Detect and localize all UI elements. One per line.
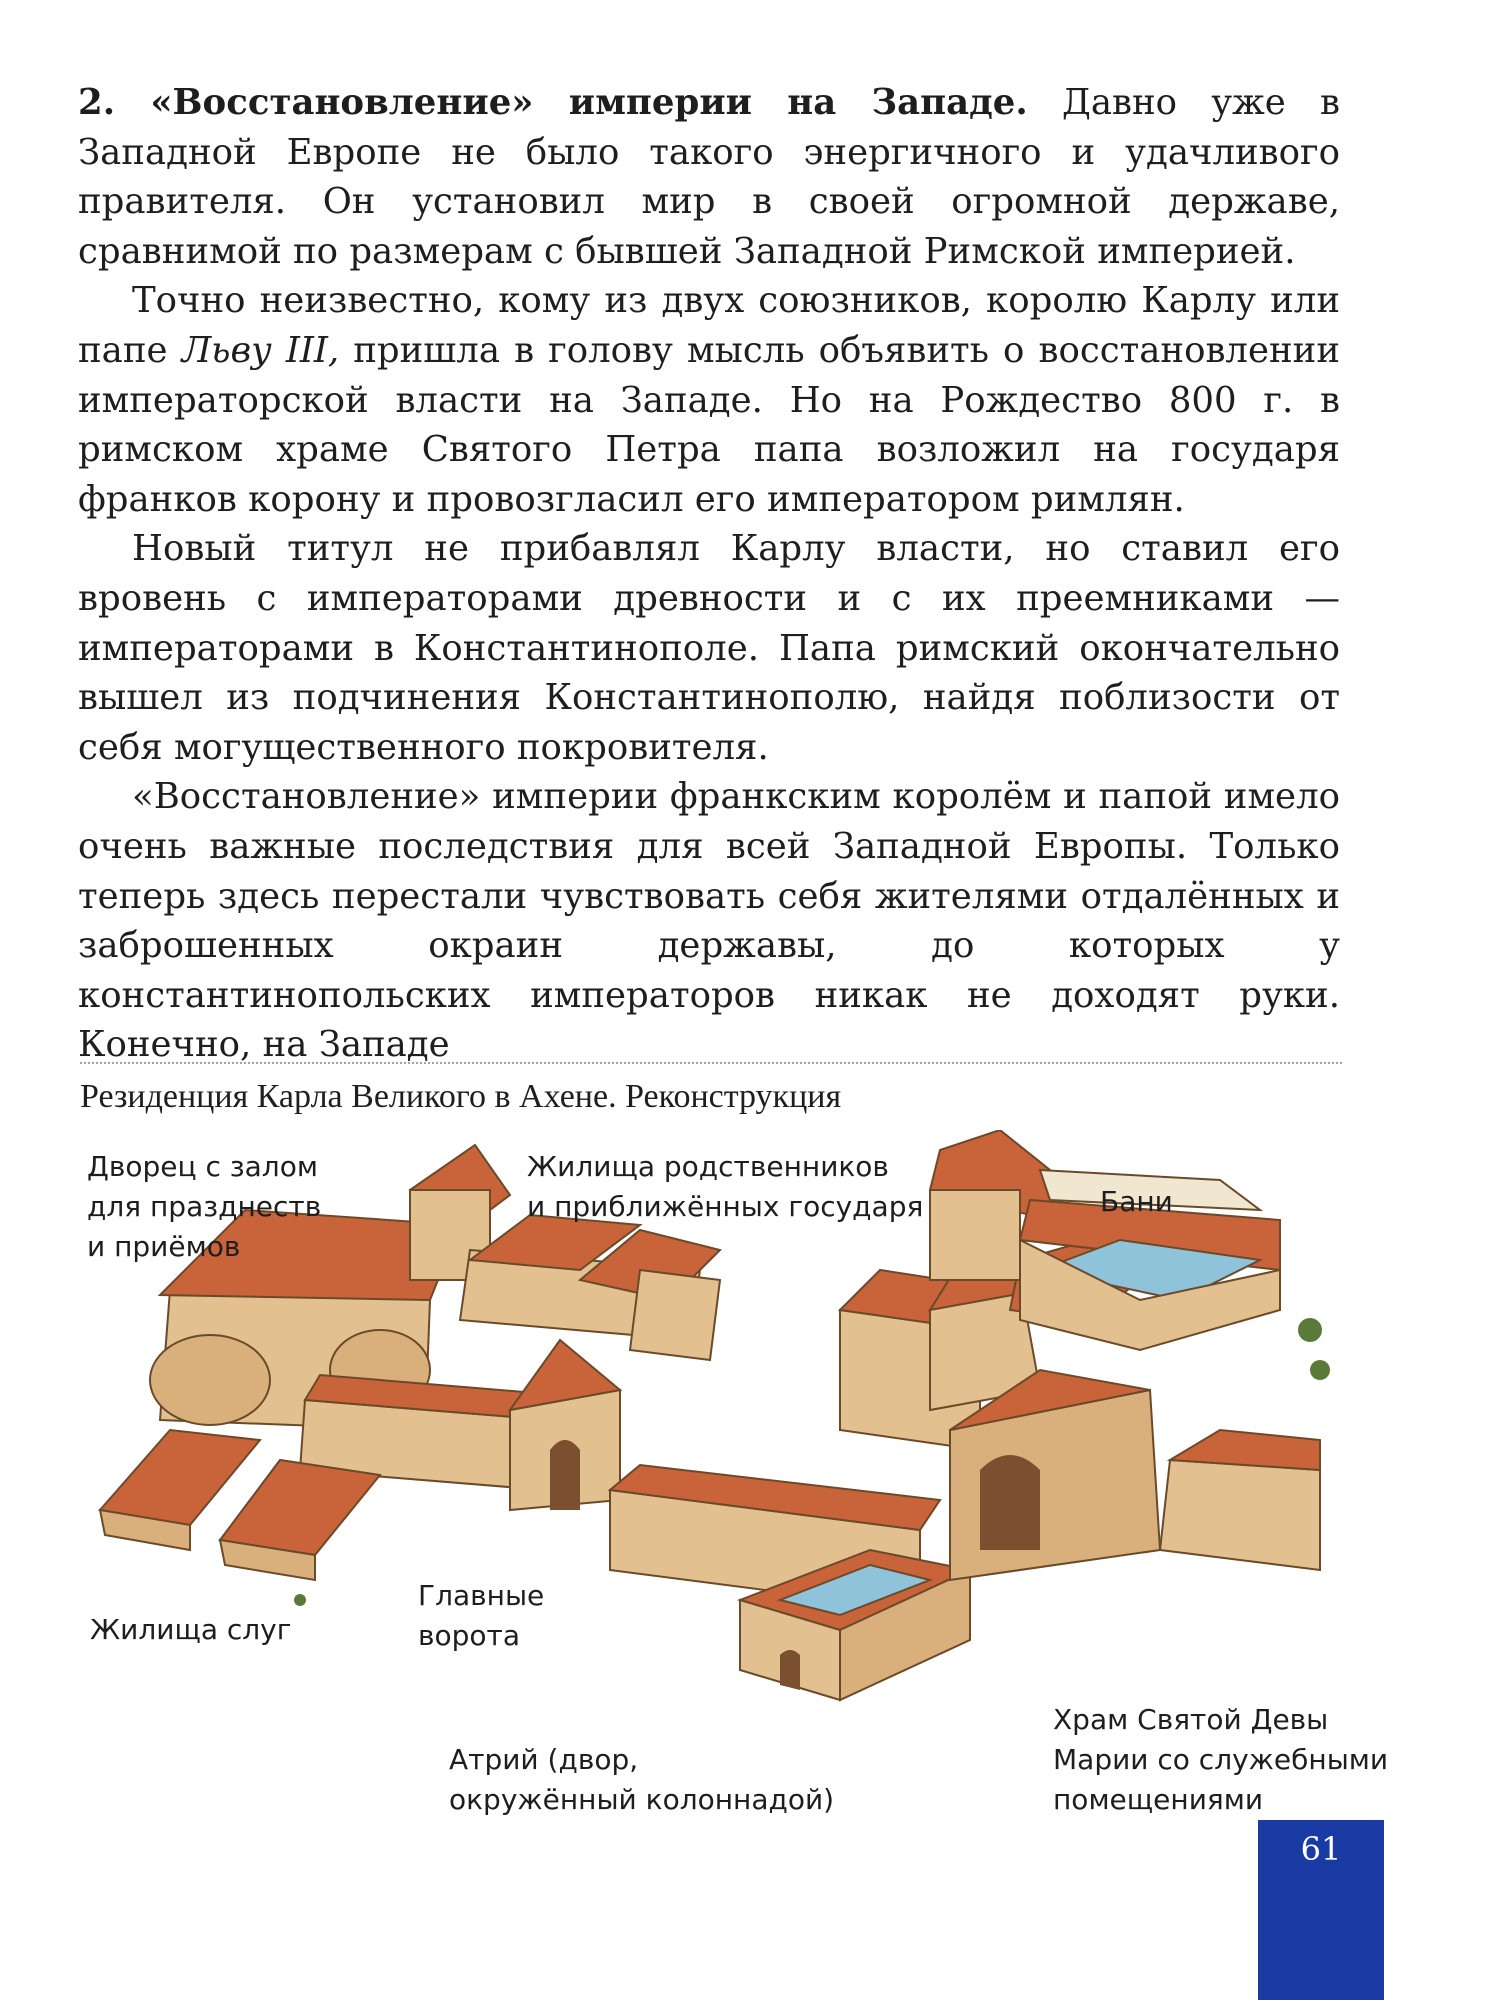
figure-caption: Резиденция Карла Великого в Ахене. Реконструкция bbox=[80, 1078, 842, 1115]
page-number: 61 bbox=[1300, 1830, 1342, 1868]
label-baths: Бани bbox=[1100, 1185, 1173, 1218]
paragraph-4: «Восстановление» империи франкским королём и папой имело очень важные последствия для всей Западной Европы. Только теперь здесь перестали чувствовать себя жителями отдалённых и заброшенных окраин державы, до которых у константинопольских императоров никак не доходят руки. Конечно, на Западе bbox=[78, 776, 1340, 1066]
main-gate bbox=[510, 1340, 620, 1510]
paragraph-1 bbox=[78, 78, 1340, 276]
label-relatives: Жилища родственников и приближённых государя bbox=[527, 1150, 924, 1223]
section-heading: 2. «Восстановление» империи на Западе. bbox=[78, 82, 1028, 123]
relatives-dwellings bbox=[460, 1215, 720, 1360]
label-servants: Жилища слуг bbox=[90, 1613, 292, 1646]
paragraph-1-text: Давно уже в Западной Европе не было такого энергичного и удачливого правителя. Он установил мир в своей огромной державе, сравнимой по размерам с бывшей Западной Римской империей. bbox=[78, 82, 1340, 272]
paragraph-2 bbox=[78, 276, 1340, 524]
paragraph-2-text-a: Точно неизвестно, кому из двух союзников, королю Карлу или папе bbox=[78, 280, 1340, 371]
caption-divider bbox=[80, 1062, 1342, 1064]
label-gate: Главные ворота bbox=[418, 1579, 545, 1652]
page-number-tab bbox=[1258, 1820, 1384, 2000]
label-palace: Дворец с залом для празднеств и приёмов bbox=[87, 1150, 322, 1263]
paragraph-2-italic: Льву III, bbox=[181, 329, 340, 371]
body-text bbox=[78, 78, 1340, 1070]
label-atrium: Атрий (двор, окружённый колоннадой) bbox=[449, 1743, 835, 1816]
paragraph-2-text-b: пришла в голову мысль объявить о восстановлении императорской власти на Западе. Но на Рождество 800 г. в римском храме Святого Петра папа возложил на государя франков корону и провозгласил его императором римлян. bbox=[78, 329, 1340, 520]
label-church: Храм Святой Девы Марии со служебными помещениями bbox=[1053, 1703, 1389, 1816]
paragraph-3: Новый титул не прибавлял Карлу власти, но ставил его вровень с императорами древности и с их преемниками — императорами в Константинополе. Папа римский окончательно вышел из подчинения Константинополю, найдя поблизости от себя могущественного покровителя. bbox=[78, 528, 1340, 768]
